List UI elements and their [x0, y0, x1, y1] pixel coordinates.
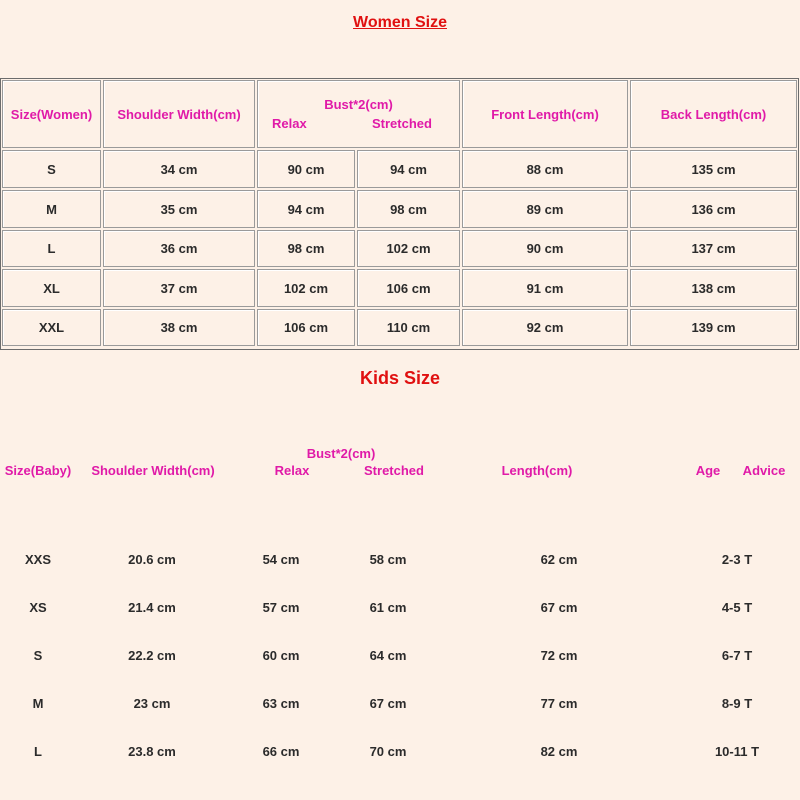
kids-header-length: Length(cm)	[501, 463, 573, 478]
header-back-length: Back Length(cm)	[630, 80, 797, 148]
kids-cell-length: 62 cm	[540, 552, 578, 567]
kids-cell-shoulder: 23 cm	[133, 696, 171, 711]
header-bust-label: Bust*2(cm)	[324, 97, 393, 112]
kids-cell-stretched: 70 cm	[369, 744, 407, 759]
women-cell-stretched: 102 cm	[357, 230, 460, 267]
women-cell-size: L	[2, 230, 101, 267]
kids-header-shoulder-width: Shoulder Width(cm)	[91, 463, 215, 478]
kids-cell-stretched: 67 cm	[369, 696, 407, 711]
kids-header-bust: Bust*2(cm)	[306, 446, 376, 461]
women-size-table	[0, 78, 799, 350]
kids-cell-shoulder: 23.8 cm	[128, 744, 176, 759]
kids-cell-age: 6-7 T	[721, 648, 753, 663]
women-cell-stretched: 94 cm	[357, 150, 460, 188]
women-cell-size: M	[2, 190, 101, 228]
kids-cell-age: 8-9 T	[721, 696, 753, 711]
kids-cell-age: 4-5 T	[721, 600, 753, 615]
kids-size-title: Kids Size	[359, 368, 441, 388]
kids-header-size: Size(Baby)	[4, 463, 72, 478]
kids-cell-age: 2-3 T	[721, 552, 753, 567]
kids-header-advice: Advice	[742, 463, 786, 478]
women-cell-front: 89 cm	[462, 190, 628, 228]
women-cell-relax: 102 cm	[257, 269, 355, 307]
kids-cell-length: 77 cm	[540, 696, 578, 711]
women-cell-relax: 106 cm	[257, 309, 355, 346]
kids-cell-stretched: 58 cm	[369, 552, 407, 567]
women-cell-stretched: 106 cm	[357, 269, 460, 307]
women-cell-back: 139 cm	[630, 309, 797, 346]
women-cell-front: 91 cm	[462, 269, 628, 307]
women-cell-shoulder: 34 cm	[103, 150, 255, 188]
kids-cell-relax: 60 cm	[262, 648, 300, 663]
women-size-title-text: Women Size	[353, 14, 447, 31]
kids-cell-stretched: 61 cm	[369, 600, 407, 615]
women-cell-back: 137 cm	[630, 230, 797, 267]
women-cell-back: 135 cm	[630, 150, 797, 188]
women-cell-shoulder: 37 cm	[103, 269, 255, 307]
header-size: Size(Women)	[2, 80, 101, 148]
women-cell-size: S	[2, 150, 101, 188]
header-shoulder-width: Shoulder Width(cm)	[103, 80, 255, 148]
kids-cell-shoulder: 21.4 cm	[128, 600, 176, 615]
women-cell-front: 90 cm	[462, 230, 628, 267]
women-cell-relax: 98 cm	[257, 230, 355, 267]
kids-cell-size: XS	[29, 600, 47, 615]
kids-cell-size: L	[34, 744, 42, 759]
women-cell-shoulder: 36 cm	[103, 230, 255, 267]
women-cell-relax: 94 cm	[257, 190, 355, 228]
women-cell-stretched: 110 cm	[357, 309, 460, 346]
kids-cell-relax: 63 cm	[262, 696, 300, 711]
women-cell-shoulder: 35 cm	[103, 190, 255, 228]
header-stretched: Stretched	[372, 116, 432, 131]
women-cell-shoulder: 38 cm	[103, 309, 255, 346]
women-cell-stretched: 98 cm	[357, 190, 460, 228]
kids-cell-size: M	[32, 696, 44, 711]
header-relax: Relax	[272, 116, 307, 131]
women-cell-back: 136 cm	[630, 190, 797, 228]
header-bust	[257, 80, 460, 148]
kids-cell-relax: 57 cm	[262, 600, 300, 615]
kids-cell-length: 67 cm	[540, 600, 578, 615]
women-cell-back: 138 cm	[630, 269, 797, 307]
kids-cell-age: 10-11 T	[714, 744, 760, 759]
kids-cell-relax: 66 cm	[262, 744, 300, 759]
kids-cell-shoulder: 20.6 cm	[128, 552, 176, 567]
kids-header-stretched: Stretched	[364, 463, 424, 478]
women-cell-front: 88 cm	[462, 150, 628, 188]
women-cell-size: XXL	[2, 309, 101, 346]
women-cell-relax: 90 cm	[257, 150, 355, 188]
kids-cell-size: XXS	[24, 552, 52, 567]
kids-cell-shoulder: 22.2 cm	[128, 648, 176, 663]
kids-cell-size: S	[33, 648, 43, 663]
women-size-title	[0, 14, 800, 32]
women-cell-front: 92 cm	[462, 309, 628, 346]
kids-cell-stretched: 64 cm	[369, 648, 407, 663]
kids-cell-relax: 54 cm	[262, 552, 300, 567]
kids-cell-length: 72 cm	[540, 648, 578, 663]
kids-header-age: Age	[695, 463, 721, 478]
header-front-length: Front Length(cm)	[462, 80, 628, 148]
kids-header-relax: Relax	[274, 463, 310, 478]
women-cell-size: XL	[2, 269, 101, 307]
kids-cell-length: 82 cm	[540, 744, 578, 759]
